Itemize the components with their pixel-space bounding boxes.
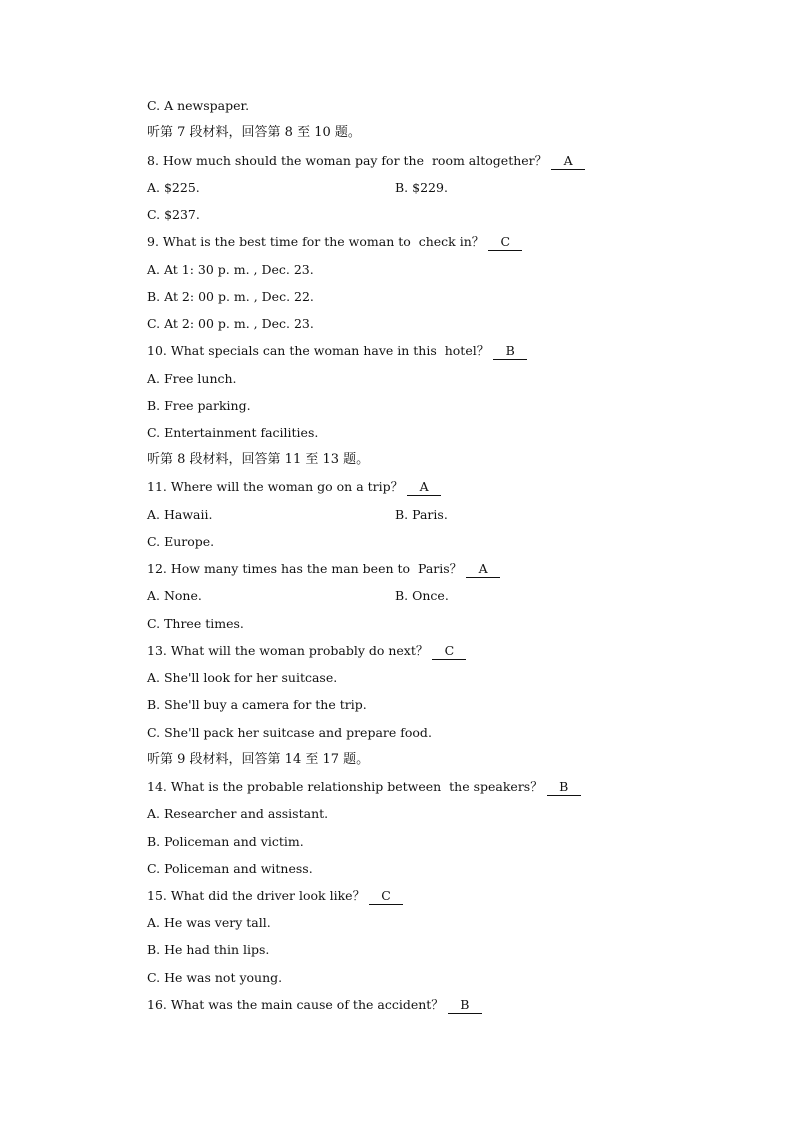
- option-line: C. He was not young.: [147, 970, 283, 985]
- option-line: A. He was very tall.: [147, 915, 271, 930]
- option-line: C. Policeman and witness.: [147, 861, 313, 876]
- answer-blank: C: [369, 888, 403, 905]
- option-line: B. $229.: [395, 180, 448, 195]
- question-line: 13. What will the woman probably do next？ C: [147, 643, 466, 660]
- option-line: B. Paris.: [395, 507, 448, 522]
- option-line: C. $237.: [147, 207, 200, 222]
- section-heading: 听第 8 段材料，回答第 11 至 13 题。: [147, 452, 370, 467]
- option-line: C. At 2: 00 p. m. , Dec. 23.: [147, 316, 314, 331]
- option-line: A. None.: [147, 588, 202, 603]
- option-line: A. At 1: 30 p. m. , Dec. 23.: [147, 262, 314, 277]
- answer-blank: C: [432, 643, 466, 660]
- option-line: B. Policeman and victim.: [147, 834, 304, 849]
- question-line: 16. What was the main cause of the accident？ B: [147, 997, 482, 1014]
- option-line: C. Three times.: [147, 616, 244, 631]
- option-line: A. Researcher and assistant.: [147, 806, 329, 821]
- answer-blank: A: [551, 153, 585, 170]
- answer-blank: A: [466, 561, 500, 578]
- option-line: A. Hawaii.: [147, 507, 213, 522]
- option-line: A. Free lunch.: [147, 371, 237, 386]
- option-line: B. She'll buy a camera for the trip.: [147, 697, 367, 712]
- question-line: 12. How many times has the man been to Paris？ A: [147, 561, 500, 578]
- option-line: B. Once.: [395, 588, 449, 603]
- section-heading: 听第 9 段材料，回答第 14 至 17 题。: [147, 752, 370, 767]
- answer-blank: B: [493, 343, 527, 360]
- question-line: 14. What is the probable relationship between the speakers？ B: [147, 779, 581, 796]
- section-heading: 听第 7 段材料，回答第 8 至 10 题。: [147, 125, 361, 140]
- option-line: C. A newspaper.: [147, 98, 250, 113]
- answer-blank: A: [407, 479, 441, 496]
- option-line: A. $225.: [147, 180, 200, 195]
- question-line: 8. How much should the woman pay for the room altogether？ A: [147, 153, 585, 170]
- option-line: C. Entertainment facilities.: [147, 425, 319, 440]
- option-line: C. Europe.: [147, 534, 215, 549]
- answer-blank: B: [448, 997, 482, 1014]
- question-line: 10. What specials can the woman have in this hotel？ B: [147, 343, 527, 360]
- question-line: 15. What did the driver look like？ C: [147, 888, 403, 905]
- question-line: 11. Where will the woman go on a trip？ A: [147, 479, 441, 496]
- option-line: B. Free parking.: [147, 398, 251, 413]
- option-line: C. She'll pack her suitcase and prepare food.: [147, 725, 432, 740]
- option-line: B. At 2: 00 p. m. , Dec. 22.: [147, 289, 314, 304]
- question-line: 9. What is the best time for the woman to check in？ C: [147, 234, 522, 251]
- option-line: A. She'll look for her suitcase.: [147, 670, 338, 685]
- answer-blank: C: [488, 234, 522, 251]
- answer-blank: B: [547, 779, 581, 796]
- option-line: B. He had thin lips.: [147, 942, 270, 957]
